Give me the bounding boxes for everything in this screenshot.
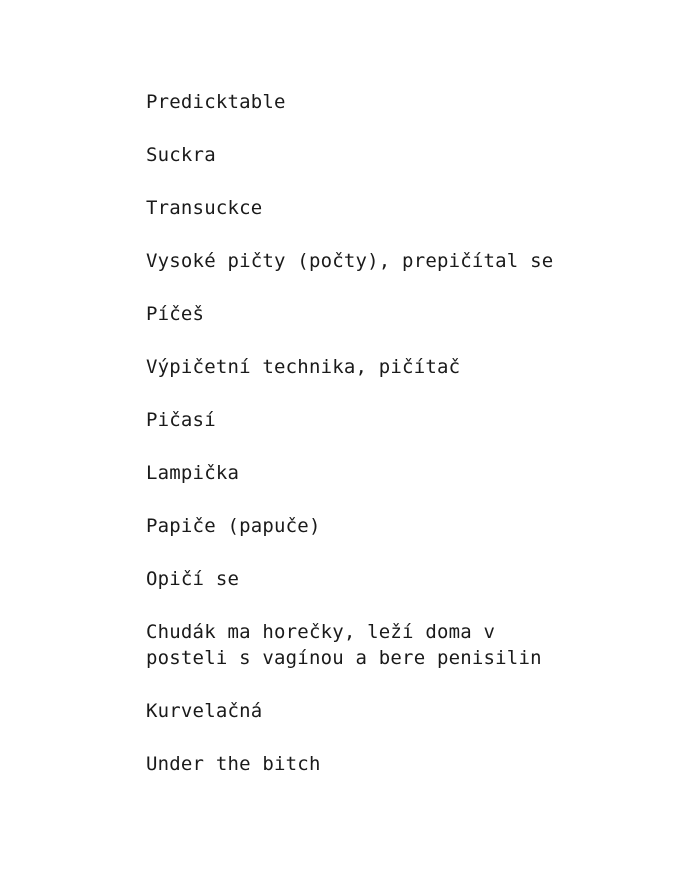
list-item: Lampička bbox=[146, 462, 240, 484]
list-item: Transuckce bbox=[146, 197, 263, 219]
list-item: Papiče (papuče) bbox=[146, 515, 321, 537]
list-item: Vysoké pičty (počty), prepičítal se bbox=[146, 250, 554, 272]
list-item: Pičasí bbox=[146, 409, 216, 431]
list-item: Under the bitch bbox=[146, 753, 321, 775]
list-item: Kurvelačná bbox=[146, 700, 263, 722]
list-item: Predicktable bbox=[146, 91, 286, 113]
word-list bbox=[146, 89, 666, 804]
list-item: Chudák ma horečky, leží doma v posteli s vagínou a bere penisilin bbox=[146, 621, 542, 669]
list-item: Suckra bbox=[146, 144, 216, 166]
list-item: Výpičetní technika, pičítač bbox=[146, 356, 461, 378]
list-item: Opičí se bbox=[146, 568, 240, 590]
list-item: Píčeš bbox=[146, 303, 205, 325]
